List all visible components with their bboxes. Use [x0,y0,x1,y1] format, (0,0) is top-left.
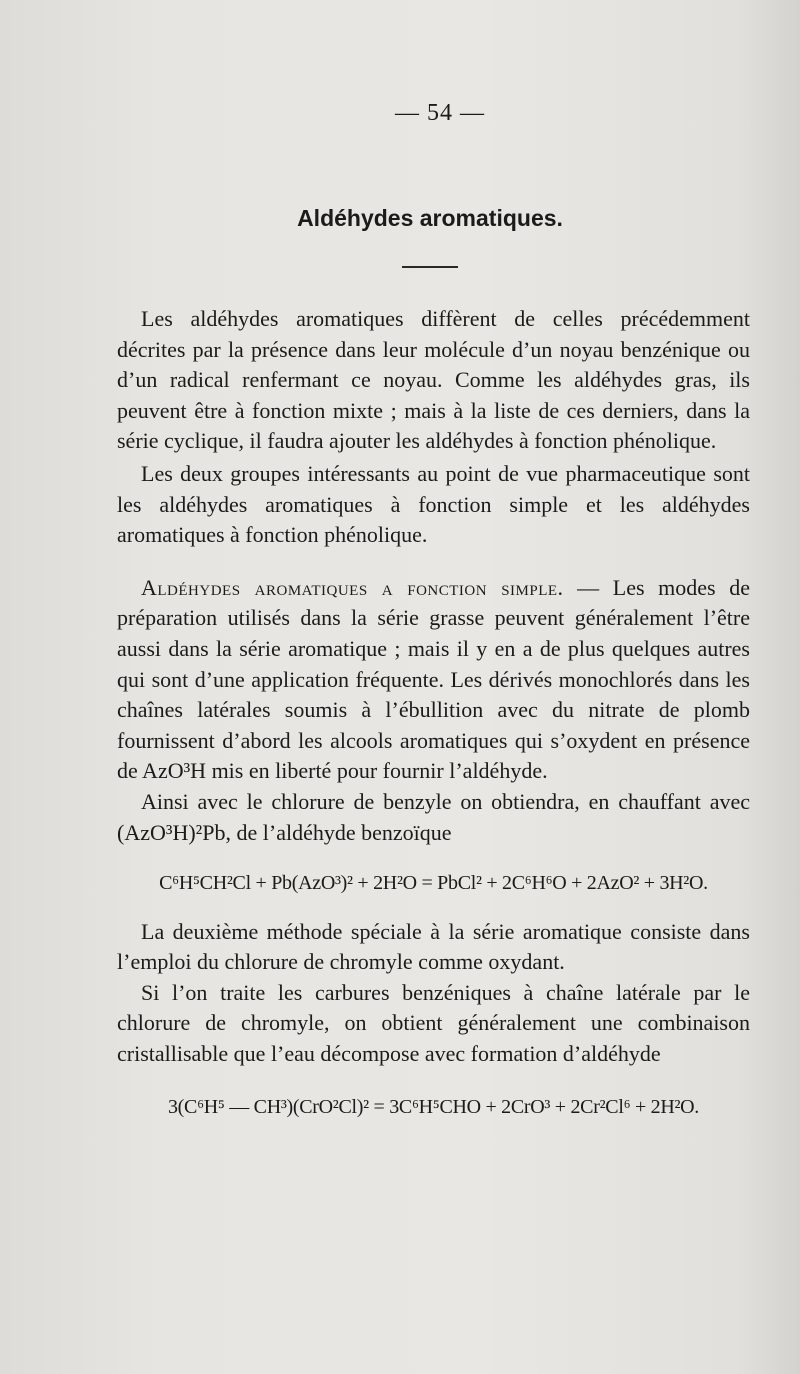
paragraph-intro: Les aldéhydes aromatiques diffèrent de celles précédemment décrites par la présence dans leur molécule d’un noyau benzénique ou d’un radical renfermant ce noyau. Comme les aldéhydes gras, ils peuvent être à fonction mixte ; mais à la liste de ces derniers, dans la série cyclique, il faudra ajouter les aldéhydes à fonction phénolique. [117,306,750,454]
formula-chromyl: 3(C⁶H⁵ — CH³)(CrO²Cl)² = 3C⁶H⁵CHO + 2CrO³ + 2Cr²Cl⁶ + 2H²O. [167,1095,700,1118]
title-rule [402,266,458,268]
body-text [117,304,750,1140]
chapter-title: Aldéhydes aromatiques. [297,205,563,231]
formula-benzaldehyde: C⁶H⁵CH²Cl + Pb(AzO³)² + 2H²O = PbCl² + 2C⁶H⁶O + 2AzO² + 3H²O. [159,872,708,895]
paragraph-chromyl: Si l’on traite les carbures benzéniques à chaîne latérale par le chlorure de chromyle, on obtient généralement une combinaison cristallisable que l’eau décompose avec formation d’aldéhyde [117,979,750,1067]
paragraph-section [117,573,750,787]
paragraph-methods: — Les modes de préparation utilisés dans la série grasse peuvent généralement l’être aussi dans la série aromatique ; mais il y en a de plus quelques autres qui sont d’une application fréquente. Les dérivés monochlorés dans les chaînes latérales soumis à l’ébullition avec du nitrate de plomb fournissent d’abord les alcools aromatiques qui s’oxydent en présence de AzO³H mis en liberté pour fournir l’aldéhyde. [117,574,751,784]
paragraph-second-method: La deuxième méthode spéciale à la série aromatique consiste dans l’emploi du chlorure de chromyle comme oxydant. [117,918,750,975]
paragraph-benzyl: Ainsi avec le chlorure de benzyle on obtiendra, en chauffant avec (AzO³H)²Pb, de l’aldéhyde benzoïque [117,788,750,845]
page-number: — 54 — [395,100,485,126]
section-heading: Aldéhydes aromatiques a fonction simple. [141,574,564,600]
paragraph-groups: Les deux groupes intéressants au point de vue pharmaceutique sont les aldéhydes aromatiques à fonction simple et les aldéhydes aromatiques à fonction phénolique. [117,460,750,548]
